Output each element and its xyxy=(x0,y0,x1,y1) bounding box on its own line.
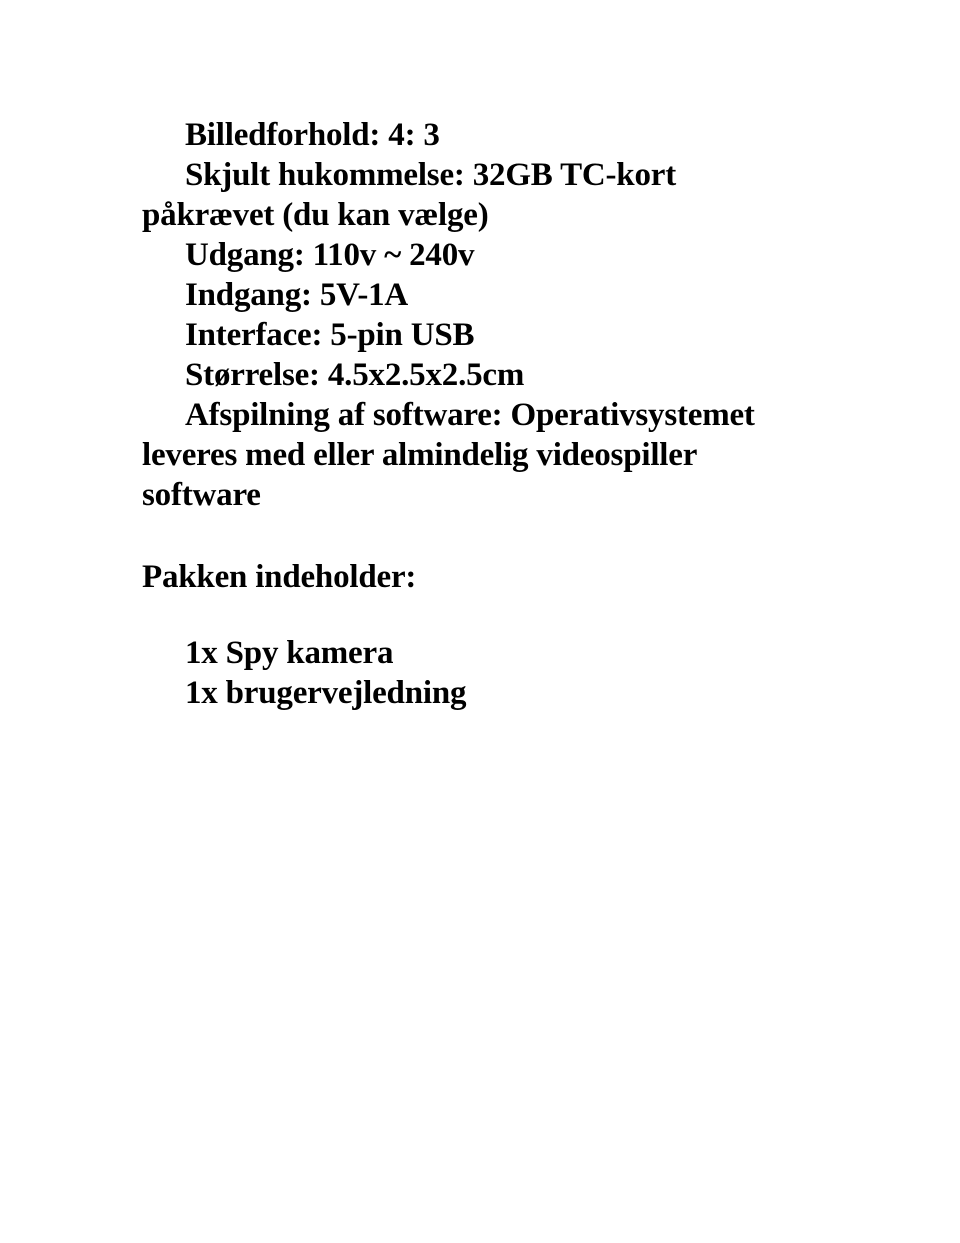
spacer xyxy=(142,515,842,557)
document-content xyxy=(142,115,842,713)
spec-interface: Interface: 5-pin USB xyxy=(185,317,475,353)
spec-list xyxy=(142,115,842,515)
spec-playback-software: Afspilning af software: Operativsystemet leveres med eller almindelig videospiller software xyxy=(142,397,755,513)
spec-output: Udgang: 110v ~ 240v xyxy=(185,237,475,273)
spec-hidden-memory: Skjult hukommelse: 32GB TC-kort påkrævet (du kan vælge) xyxy=(142,157,676,233)
spacer xyxy=(142,597,842,633)
spec-size: Størrelse: 4.5x2.5x2.5cm xyxy=(185,357,525,393)
package-items xyxy=(142,633,842,713)
package-item: 1x brugervejledning xyxy=(185,675,467,711)
spec-input: Indgang: 5V-1A xyxy=(185,277,409,313)
package-heading: Pakken indeholder: xyxy=(142,559,417,595)
package-item: 1x Spy kamera xyxy=(185,635,394,671)
spec-aspect-ratio: Billedforhold: 4: 3 xyxy=(185,117,440,153)
